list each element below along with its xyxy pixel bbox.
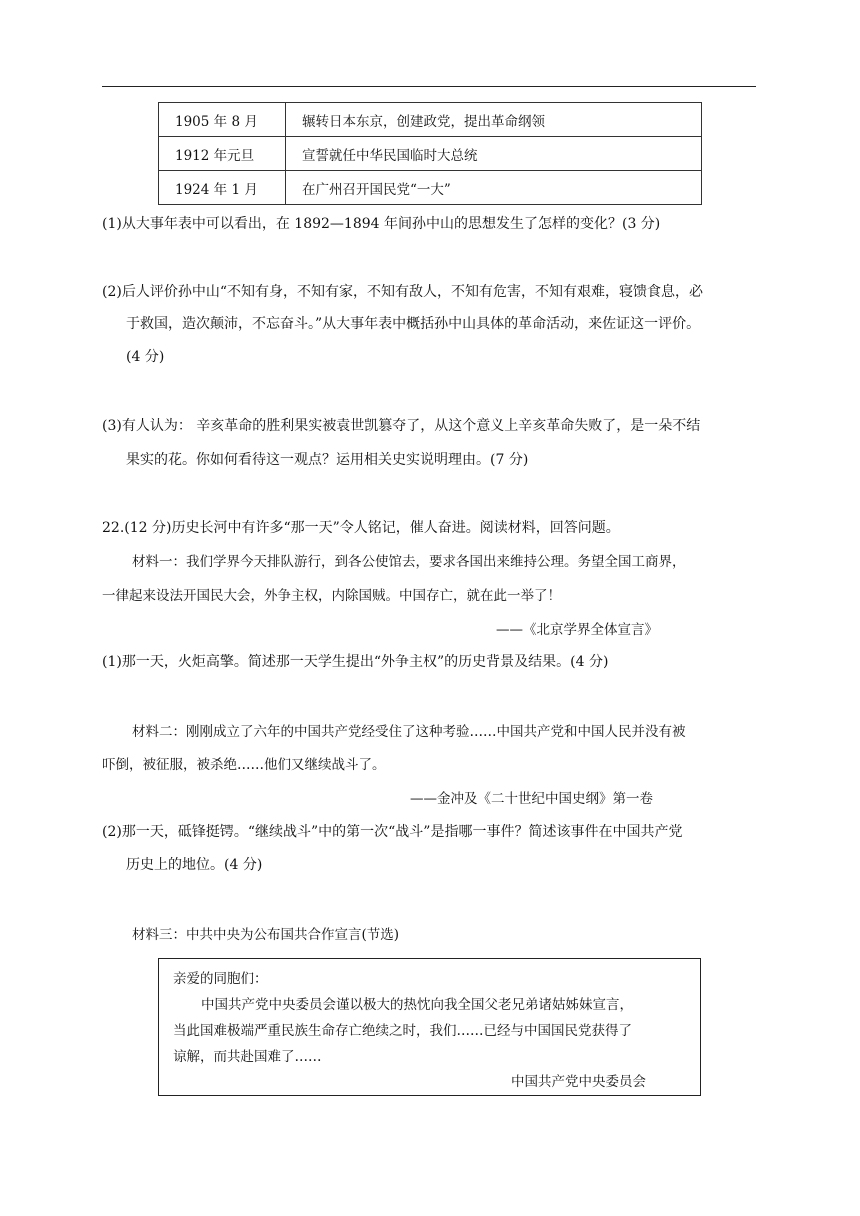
timeline-table [158, 102, 702, 205]
table-row [159, 171, 702, 205]
question-21-2-line2: 于救国，造次颠沛，不忘奋斗。”从大事年表中概括孙中山具体的革命活动，来佐证这一评价。 [126, 316, 701, 332]
question-22-2-line1: (2)那一天，砥锋挺锷。“继续战斗”中的第一次“战斗”是指哪一事件？简述该事件在中国共产党 [102, 824, 683, 840]
declaration-signature: 中国共产党中央委员会 [511, 1074, 646, 1090]
timeline-date: 1924 年 1 月 [159, 171, 286, 205]
timeline-date: 1912 年元旦 [159, 137, 286, 171]
material-1-line2: 一律起来设法开国民大会，外争主权，内除国贼。中国存亡，就在此一举了！ [102, 588, 561, 604]
timeline-event: 在广州召开国民党“一大” [286, 171, 702, 205]
timeline-event: 宣誓就任中华民国临时大总统 [286, 137, 702, 171]
declaration-box [158, 958, 701, 1096]
material-1-source: ——《北京学界全体宣言》 [496, 622, 658, 638]
declaration-line1: 中国共产党中央委员会谨以极大的热忱向我全国父老兄弟诸姑姊妹宣言， [201, 997, 633, 1013]
material-1-line1: 材料一：我们学界今天排队游行，到各公使馆去，要求各国出来维持公理。务望全国工商界， [132, 554, 686, 570]
material-3-title: 材料三：中共中央为公布国共合作宣言(节选) [132, 927, 400, 943]
declaration-salutation: 亲爱的同胞们： [173, 971, 268, 987]
timeline-date: 1905 年 8 月 [159, 103, 286, 137]
question-21-2-line1: (2)后人评价孙中山“不知有身，不知有家，不知有敌人，不知有危害，不知有艰难，寝馈食息，必 [102, 284, 703, 300]
question-22-2-line2: 历史上的地位。(4 分) [126, 857, 263, 873]
question-22-1: (1)那一天，火炬高擎。简述那一天学生提出“外争主权”的历史背景及结果。(4 分) [102, 654, 609, 670]
question-21-1: (1)从大事年表中可以看出，在 1892—1894 年间孙中山的思想发生了怎样的变化？(3 分) [102, 216, 661, 232]
material-2-line2: 吓倒，被征服，被杀绝……他们又继续战斗了。 [102, 757, 386, 773]
question-21-3-line2: 果实的花。你如何看待这一观点？运用相关史实说明理由。(7 分) [126, 452, 529, 468]
table-row [159, 103, 702, 137]
declaration-line3: 谅解，而共赴国难了…… [173, 1049, 322, 1065]
material-2-line1: 材料二：刚刚成立了六年的中国共产党经受住了这种考验……中国共产党和中国人民并没有被 [132, 724, 686, 740]
table-row [159, 137, 702, 171]
timeline-event: 辗转日本东京，创建政党，提出革命纲领 [286, 103, 702, 137]
declaration-line2: 当此国难极端严重民族生命存亡绝续之时，我们……已经与中国国民党获得了 [173, 1023, 632, 1039]
question-21-2-line3: (4 分) [126, 349, 165, 365]
question-21-3-line1: (3)有人认为： 辛亥革命的胜利果实被袁世凯篡夺了，从这个意义上辛亥革命失败了，是一朵不结 [102, 418, 701, 434]
material-2-source: ——金冲及《二十世纪中国史纲》第一卷 [410, 791, 653, 807]
question-22-header: 22.(12 分)历史长河中有许多“那一天”令人铭记，催人奋进。阅读材料，回答问题。 [102, 520, 620, 536]
header-rule [102, 86, 756, 87]
